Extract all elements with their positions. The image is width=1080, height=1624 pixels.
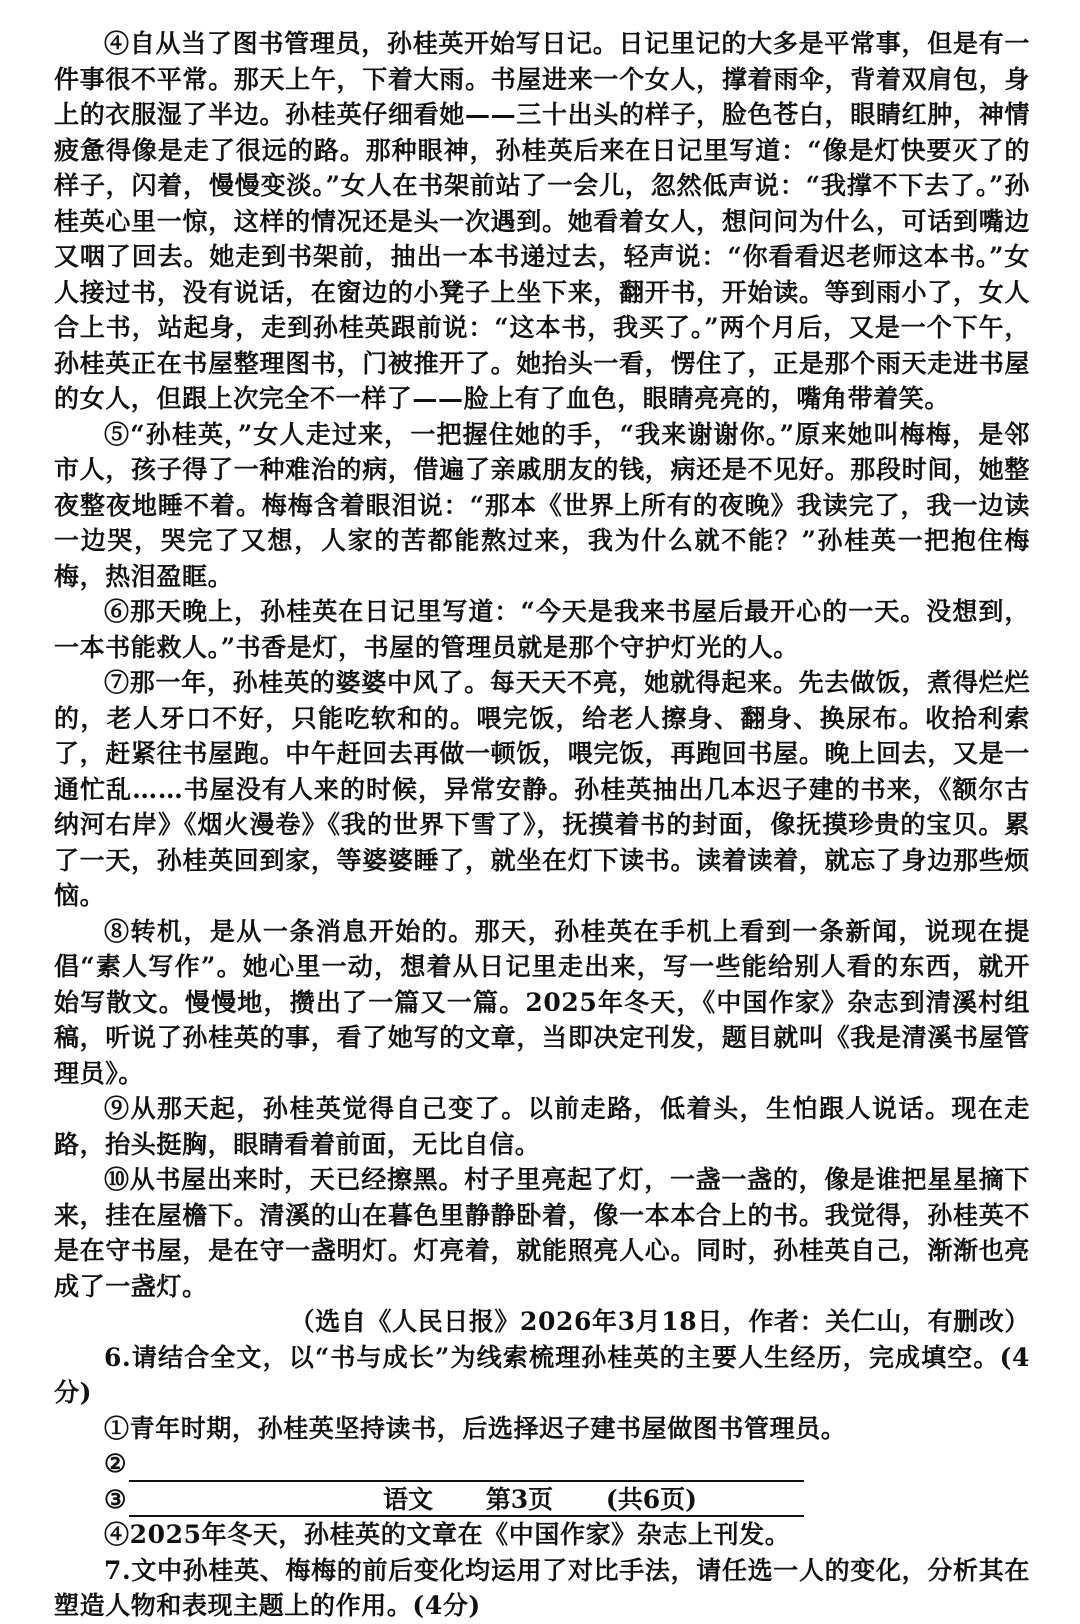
q6-item-3-label: ③ [104, 1484, 128, 1514]
paragraph-10: ⑩从书屋出来时，天已经擦黑。村子里亮起了灯，一盏一盏的，像是谁把星星摘下来，挂在屋檐下。清溪的山在暮色里静静卧着，像一本本合上的书。我觉得，孙桂英不是在守书屋，是在守一盏明灯。灯亮着，就能照亮人心。同时，孙桂英自己，渐渐也亮成了一盏灯。 [54, 1165, 1030, 1301]
paragraph-6: ⑥那天晚上，孙桂英在日记里写道：“今天是我来书屋后最开心的一天。没想到，一本书能救人。”书香是灯，书屋的管理员就是那个守护灯光的人。 [54, 597, 1030, 662]
source-citation: （选自《人民日报》2026年3月18日，作者：关仁山，有删改） [289, 1307, 1030, 1336]
footer-page: 第3页 [485, 1485, 554, 1514]
footer-subject: 语文 [383, 1485, 434, 1514]
paragraph-9: ⑨从那天起，孙桂英觉得自己变了。以前走路，低着头，生怕跟人说话。现在走路，抬头挺胸，眼睛看着前面，无比自信。 [54, 1094, 1030, 1159]
paragraph-4: ④自从当了图书管理员，孙桂英开始写日记。日记里记的大多是平常事，但是有一件事很不平常。那天上午，下着大雨。书屋进来一个女人，撑着雨伞，背着双肩包，身上的衣服湿了半边。孙桂英仔细看她——三十出头的样子，脸色苍白，眼睛红肿，神情疲惫得像是走了很远的路。那种眼神，孙桂英后来在日记里写道：“像是灯快要灭了的样子，闪着，慢慢变淡。”女人在书架前站了一会儿，忽然低声说：“我撑不下去了。”孙桂英心里一惊，这样的情况还是头一次遇到。她看着女人，想问问为什么，可话到嘴边又咽了回去。她走到书架前，抽出一本书递过去，轻声说：“你看看迟老师这本书。”女人接过书，没有说话，在窗边的小凳子上坐下来，翻开书，开始读。等到雨小了，女人合上书，站起身，走到孙桂英跟前说：“这本书，我买了。”两个月后，又是一个下午，孙桂英正在书屋整理图书，门被推开了。她抬头一看，愣住了，正是那个雨天走进书屋的女人，但跟上次完全不一样了——脸上有了血色，眼睛亮亮的，嘴角带着笑。 [54, 29, 1030, 413]
q6-item-2[interactable] [54, 1446, 1030, 1482]
paragraph-8: ⑧转机，是从一条消息开始的。那天，孙桂英在手机上看到一条新闻，说现在提倡“素人写作”。她心里一动，想着从日记里走出来，写一些能给别人看的东西，就开始写散文。慢慢地，攒出了一篇又一篇。2025年冬天，《中国作家》杂志到清溪村组稿，听说了孙桂英的事，看了她写的文章，当即决定刊发，题目就叫《我是清溪书屋管理员》。 [54, 916, 1030, 1088]
q6-item-1: ①青年时期，孙桂英坚持读书，后选择迟子建书屋做图书管理员。 [104, 1413, 847, 1443]
paragraph-5: ⑤“孙桂英，”女人走过来，一把握住她的手，“我来谢谢你。”原来她叫梅梅，是邻市人，孩子得了一种难治的病，借遍了亲戚朋友的钱，病还是不见好。那段时间，她整夜整夜地睡不着。梅梅含着眼泪说：“那本《世界上所有的夜晚》我读完了，我一边读一边哭，哭完了又想，人家的苦都能熬过来，我为什么就不能？”孙桂英一把抱住梅梅，热泪盈眶。 [54, 419, 1030, 591]
q6-item-2-label: ② [104, 1449, 128, 1478]
page-footer [0, 1480, 1080, 1516]
question-7: 7.文中孙桂英、梅梅的前后变化均运用了对比手法，请任选一人的变化，分析其在塑造人物和表现主题上的作用。(4分) [54, 1555, 1030, 1620]
exam-page [54, 26, 1030, 1624]
q6-item-4: ④2025年冬天，孙桂英的文章在《中国作家》杂志上刊发。 [104, 1520, 791, 1549]
paragraph-7: ⑦那一年，孙桂英的婆婆中风了。每天天不亮，她就得起来。先去做饭，煮得烂烂的，老人牙口不好，只能吃软和的。喂完饭，给老人擦身、翻身、换尿布。收拾利索了，赶紧往书屋跑。中午赶回去再做一顿饭，喂完饭，再跑回书屋。晚上回去，又是一通忙乱……书屋没有人来的时候，异常安静。孙桂英抽出几本迟子建的书来，《额尔古纳河右岸》《烟火漫卷》《我的世界下雪了》，抚摸着书的封面，像抚摸珍贵的宝贝。累了一天，孙桂英回到家，等婆婆睡了，就坐在灯下读书。读着读着，就忘了身边那些烦恼。 [54, 668, 1030, 910]
footer-total: (共6页) [605, 1485, 697, 1514]
question-6: 6.请结合全文，以“书与成长”为线索梳理孙桂英的主要人生经历，完成填空。(4分) [54, 1342, 1030, 1407]
answer-line[interactable] [129, 1458, 804, 1482]
